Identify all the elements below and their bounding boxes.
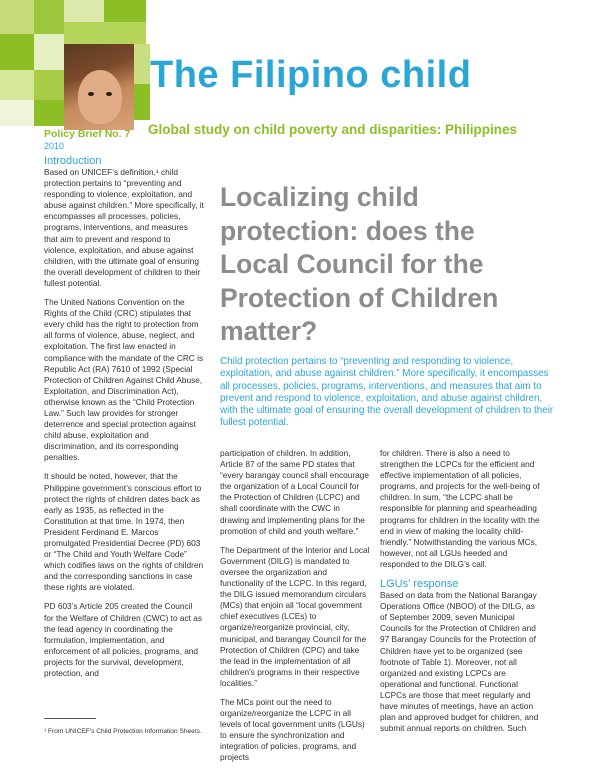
paragraph: Based on data from the National Barangay Operations Office (NBOO) of the DILG, as of September 2009, seven Municipal Councils for the Protection of Children and 97 Barangay Councils for the Protection of Children have yet to be organized (see footnote of Table 1). Moreover, not all organized and existing LCPCs are operational and functional. Functional LCPCs are those that meet regularly and have minutes of meetings, have an action plan and approved budget for children, and submit annual reports on children. Such [380, 590, 539, 734]
paragraph: The Department of the Interior and Local Government (DILG) is mandated to oversee the organization and functionality of the LCPC. In this regard, the DILG issued memorandum circulars (MCs) that enjoin all “local government chief executives (LCEs) to organize/reorganize provincial, city, municipal, and barangay Council for the Protection of Children (CPC) and take the lead in the implementation of all children’s programs in their respective localities.” [220, 544, 370, 688]
intro-paragraph: Child protection pertains to “preventing and responding to violence, exploitation, and abuse against children.” More specifically, it encompasses all processes, policies, programs, interventions, and measures that aim to prevent and respond to violence, exploitation, and abuse against children, with the ultimate goal of ensuring the overall development of children to their fullest potential. [220, 356, 554, 429]
paragraph: The United Nations Convention on the Rights of the Child (CRC) stipulates that every child has the right to protection from all forms of violence, abuse, neglect, and exploitation. The first law enacted in compliance with the mandate of the CRC is Republic Act (RA) 7610 of 1992 (Special Protection of Children Against Child Abuse, Exploitation, and Discrimination Act), otherwise known as the “Child Protection Law.” Such law provides for stronger deterrence and special protection against child abuse, exploitation and discrimination, and its corresponding penalties. [44, 297, 204, 463]
policy-brief-label: Policy Brief No. 7 [44, 128, 131, 140]
column-2 [220, 448, 370, 772]
paragraph: Based on UNICEF’s definition,¹ child protection pertains to “preventing and responding to violence, exploitation, and abuse against children.” More specifically, it encompasses all processes, policies, programs, interventions, and measures that aim to prevent and respond to violence, exploitation, and abuse against children, with the ultimate goal of ensuring the overall development of children to their fullest potential. [44, 167, 204, 288]
paragraph: PD 603’s Article 205 created the Council for the Welfare of Children (CWC) to act as the lead agency in coordinating the formulation, implementation, and enforcement of all policies, programs, and projects for the survival, development, protection, and [44, 601, 203, 679]
publication-year: 2010 [44, 141, 65, 151]
paragraph: for children. There is also a need to strengthen the LCPCs for the efficient and effective implementation of all policies, programs, and projects for the well-being of children. In sum, “the LCPC shall be responsible for planning and spearheading programs for children in the locality with the end in view of making the locality child-friendly.” Notwithstanding the various MCs, however, not all LGUs heeded and responded to the DILG’s call. [380, 448, 540, 569]
paragraph: It should be noted, however, that the Philippine government’s conscious effort to protect the rights of children dates back as early as 1935, as reflected in the Constitution at that time. In 1974, then President Ferdinand E. Marcos promulgated Presidential Decree (PD) 603 or “The Child and Youth Welfare Code” which codifies laws on the rights of children and the corresponding sanctions in case these rights are violated. [44, 471, 204, 593]
column-3 [380, 448, 543, 742]
section-heading-introduction: Introduction [44, 155, 102, 167]
paragraph: participation of children. In addition, Article 87 of the same PD states that “every barangay council shall encourage the organization of a Local Council for the Protection of Children (LCPC) and shall coordinate with the CWC in drawing and implementing plans for the promotion of child and youth welfare.” [220, 448, 369, 536]
article-headline: Localizing child protection: does the Local Council for the Protection of Children matter? [220, 182, 499, 346]
column-1 [44, 155, 204, 687]
section-heading-lgus-response: LGUs’ response [380, 578, 459, 591]
child-photo [64, 44, 134, 130]
publication-subtitle: Global study on child poverty and disparities: Philippines [148, 122, 518, 137]
footnote-divider [44, 718, 96, 719]
footnote: ¹ From UNICEF’s Child Protection Information Sheets. [44, 728, 202, 735]
paragraph: The MCs point out the need to organize/reorganize the LCPC in all levels of local government units (LGUs) to ensure the synchronization and integration of policies, programs, and projects [220, 696, 365, 763]
publication-title: The Filipino child [150, 54, 472, 96]
